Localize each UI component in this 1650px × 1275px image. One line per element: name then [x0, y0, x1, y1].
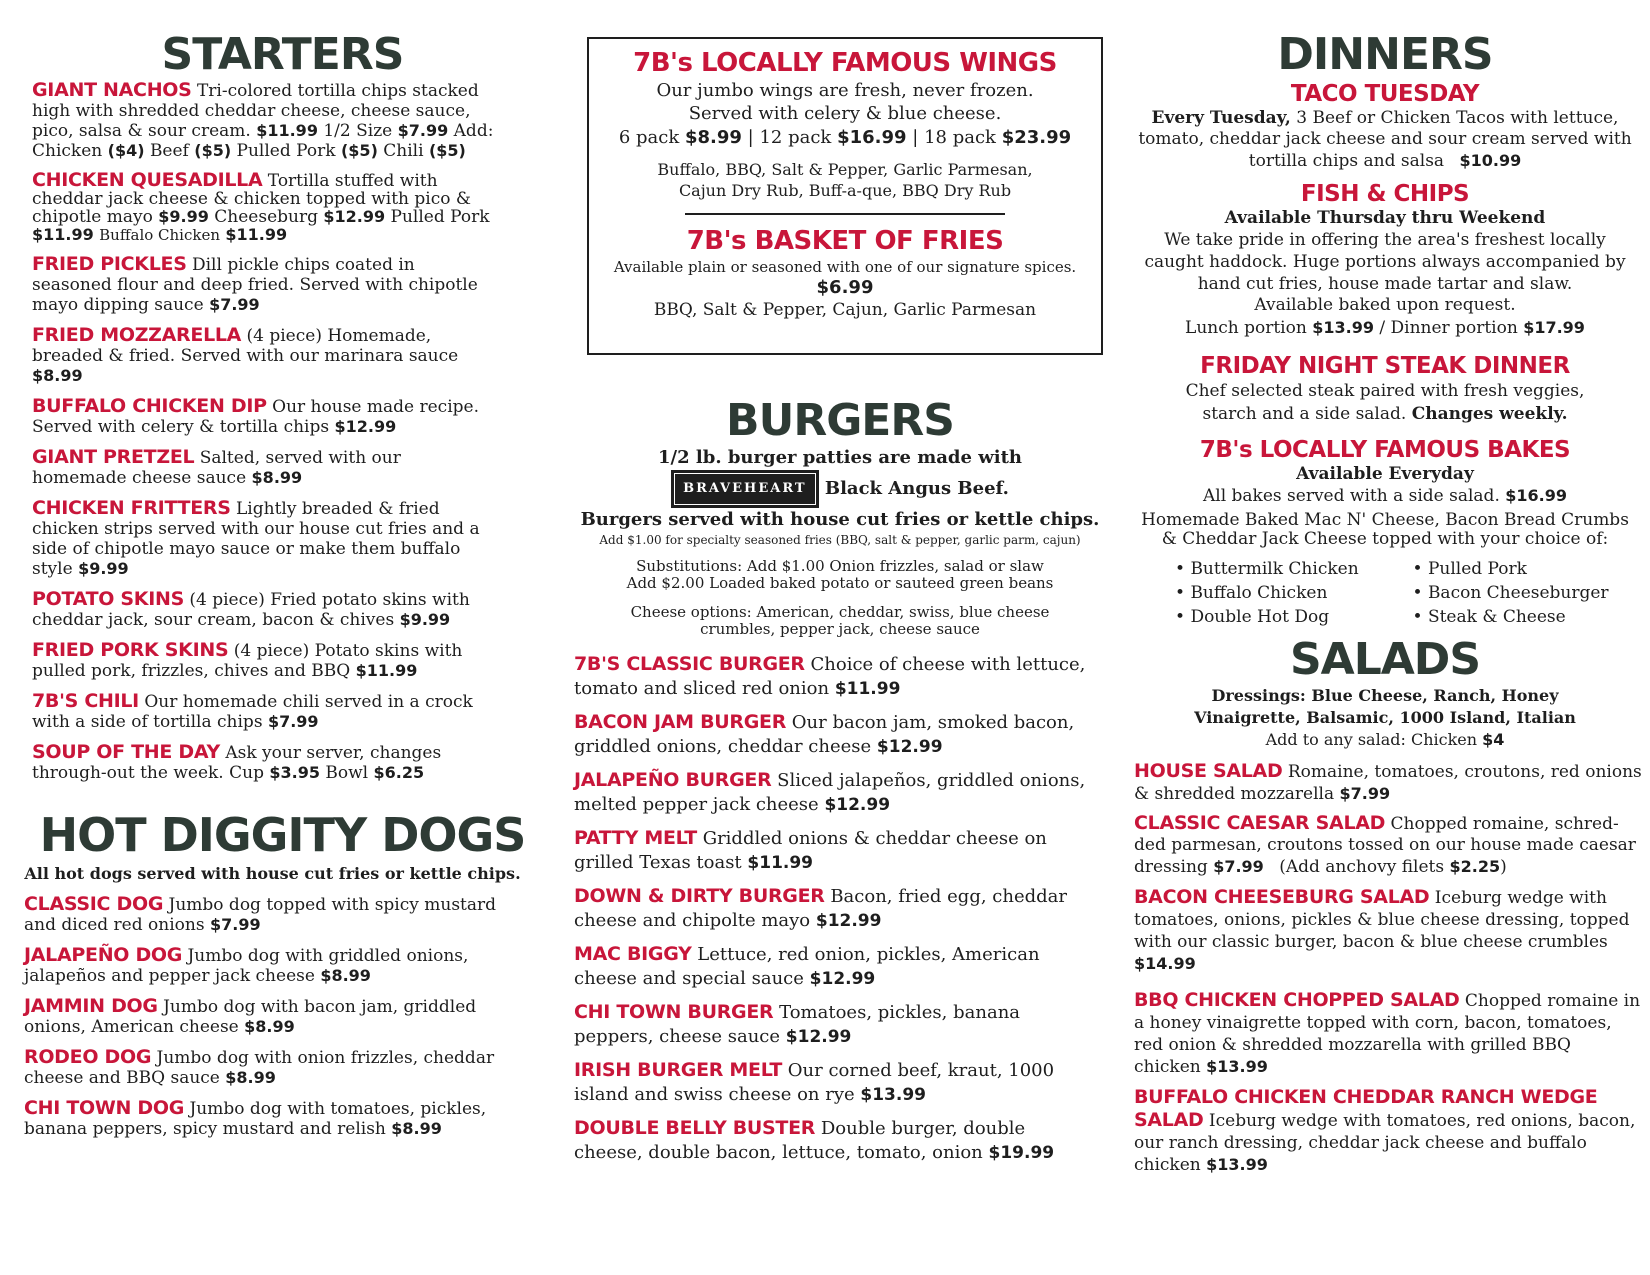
- menu-item: BUFFALO CHICKEN CHEDDAR RANCH WEDGE SALAD Iceburg wedge with tomatoes, red onions, bacon, our ranch dressing, cheddar jack cheese and buffalo chicken $13.99: [1134, 1086, 1636, 1175]
- left-column: [0, 0, 545, 1275]
- menu-item: FRIED PICKLES Dill pickle chips coated in seasoned flour and deep fried. Served with chipotle mayo dipping sauce $7.99: [32, 253, 478, 315]
- steak-title: FRIDAY NIGHT STEAK DINNER: [1200, 353, 1570, 379]
- fish-prices: Lunch portion $13.99 / Dinner portion $17.99: [1185, 318, 1585, 338]
- list-item: • Steak & Cheese: [1413, 605, 1650, 629]
- bakes-desc: Homemade Baked Mac N' Cheese, Bacon Bread Crumbs & Cheddar Jack Cheese topped with your choice of:: [1141, 510, 1629, 549]
- menu-item: FRIED PORK SKINS (4 piece) Potato skins with pulled pork, frizzles, chives and BBQ $11.99: [32, 639, 463, 681]
- wings-line1: Our jumbo wings are fresh, never frozen.: [656, 80, 1034, 101]
- burgers-cheese1: Cheese options: American, cheddar, swiss, blue cheese: [630, 603, 1050, 621]
- menu-item: SOUP OF THE DAY Ask your server, changes through-out the week. Cup $3.95 Bowl $6.25: [32, 741, 442, 783]
- list-item: • Double Hot Dog: [1175, 605, 1413, 629]
- bakes-avail: Available Everyday: [1296, 464, 1474, 484]
- menu-item: 7B'S CLASSIC BURGER Choice of cheese with lettuce, tomato and sliced red onion $11.99: [574, 653, 1086, 699]
- fries-price: $6.99: [816, 277, 874, 298]
- menu-item: HOUSE SALAD Romaine, tomatoes, croutons, red onions & shredded mozzarella $7.99: [1134, 760, 1642, 804]
- salads-list: [1120, 760, 1650, 1176]
- bakes-options: [1120, 557, 1650, 629]
- burgers-title: BURGERS: [726, 395, 954, 446]
- menu-item: MAC BIGGY Lettuce, red onion, pickles, American cheese and special sauce $12.99: [574, 943, 1040, 989]
- salads-add: Add to any salad: Chicken $4: [1265, 730, 1505, 749]
- menu-item: JAMMIN DOG Jumbo dog with bacon jam, griddled onions, American cheese $8.99: [24, 995, 477, 1037]
- taco-title: TACO TUESDAY: [1290, 81, 1480, 107]
- menu-item: CLASSIC DOG Jumbo dog topped with spicy mustard and diced red onions $7.99: [24, 893, 497, 935]
- fish-avail: Available Thursday thru Weekend: [1224, 208, 1546, 228]
- menu-item: BBQ CHICKEN CHOPPED SALAD Chopped romaine in a honey vinaigrette topped with corn, bacon, tomatoes, red onion & shredded mozzarella with grilled BBQ chicken $13.99: [1134, 989, 1641, 1077]
- menu-item: IRISH BURGER MELT Our corned beef, kraut, 1000 island and swiss cheese on rye $13.99: [574, 1059, 1055, 1105]
- wings-flavors-2: Cajun Dry Rub, Buff-a-que, BBQ Dry Rub: [678, 181, 1012, 200]
- list-item: • Buttermilk Chicken: [1175, 557, 1413, 581]
- salads-dressings: Dressings: Blue Cheese, Ranch, Honey Vinaigrette, Balsamic, 1000 Island, Italian: [1194, 686, 1576, 727]
- salads-title: SALADS: [1289, 634, 1481, 685]
- dogs-list: [0, 894, 545, 1139]
- menu-item: CHI TOWN DOG Jumbo dog with tomatoes, pickles, banana peppers, spicy mustard and relish $8.99: [24, 1097, 487, 1139]
- starters-list: [0, 80, 545, 783]
- dinners-title: DINNERS: [1277, 29, 1493, 80]
- wings-title: 7B's LOCALLY FAMOUS WINGS: [633, 48, 1057, 78]
- burgers-line1: 1/2 lb. burger patties are made with: [658, 447, 1022, 468]
- starters-title: STARTERS: [161, 29, 404, 80]
- burgers-line3: Burgers served with house cut fries or kettle chips.: [580, 509, 1100, 530]
- fries-line1: Available plain or seasoned with one of our signature spices.: [613, 258, 1077, 276]
- dogs-title: HOT DIGGITY DOGS: [39, 808, 526, 862]
- wings-flavors-1: Buffalo, BBQ, Salt & Pepper, Garlic Parmesan,: [657, 160, 1033, 179]
- right-column: [1120, 0, 1650, 1275]
- menu-item: RODEO DOG Jumbo dog with onion frizzles, cheddar cheese and BBQ sauce $8.99: [24, 1046, 495, 1088]
- menu-item: CHICKEN FRITTERS Lightly breaded & fried chicken strips served with our house cut fries and a side of chipotle mayo sauce or make them buffalo style $9.99: [32, 497, 480, 579]
- dogs-note: All hot dogs served with house cut fries or kettle chips.: [24, 864, 521, 883]
- burgers-list: [560, 652, 1120, 1165]
- menu-item: DOWN & DIRTY BURGER Bacon, fried egg, cheddar cheese and chipolte mayo $12.99: [574, 885, 1067, 931]
- burgers-subs1: Substitutions: Add $1.00 Onion frizzles, salad or slaw: [636, 557, 1044, 575]
- middle-column: [560, 0, 1120, 1275]
- menu-item: GIANT NACHOS Tri-colored tortilla chips stacked high with shredded cheddar cheese, cheese sauce, pico, salsa & sour cream. $11.99 1/2 Size $7.99 Add: Chicken ($4) Beef ($5) Pulled Pork ($5) Chili ($5): [32, 79, 494, 161]
- menu-item: DOUBLE BELLY BUSTER Double burger, double cheese, double bacon, lettuce, tomato, onion $19.99: [574, 1117, 1055, 1163]
- bakes-line: All bakes served with a side salad. $16.99: [1202, 486, 1568, 506]
- list-item: • Bacon Cheeseburger: [1413, 581, 1650, 605]
- menu-item: JALAPEÑO DOG Jumbo dog with griddled onions, jalapeños and pepper jack cheese $8.99: [24, 944, 469, 986]
- burgers-line2-row: BRAVEHEART Black Angus Beef.: [560, 470, 1120, 508]
- menu-item: PATTY MELT Griddled onions & cheddar cheese on grilled Texas toast $11.99: [574, 827, 1047, 873]
- list-item: • Buffalo Chicken: [1175, 581, 1413, 605]
- fish-desc: We take pride in offering the area's freshest locally caught haddock. Huge portions always accompanied by hand cut fries, house made tartar and slaw.: [1144, 230, 1626, 294]
- fish-desc2: Available baked upon request.: [1254, 295, 1516, 315]
- menu-item: GIANT PRETZEL Salted, served with our homemade cheese sauce $8.99: [32, 446, 401, 488]
- burgers-subs2: Add $2.00 Loaded baked potato or sauteed green beans: [626, 574, 1054, 592]
- taco-desc: Every Tuesday, 3 Beef or Chicken Tacos with lettuce, tomato, cheddar jack cheese and sour cream served with tortilla chips and salsa $10.99: [1138, 108, 1632, 171]
- menu-item: 7B'S CHILI Our homemade chili served in a crock with a side of tortilla chips $7.99: [32, 690, 473, 732]
- burgers-line4: Add $1.00 for specialty seasoned fries (BBQ, salt & pepper, garlic parm, cajun): [599, 533, 1081, 547]
- fries-title: 7B's BASKET OF FRIES: [686, 226, 1004, 256]
- menu-item: CLASSIC CAESAR SALAD Chopped romaine, schred-ded parmesan, croutons tossed on our house made caesar dressing $7.99 (Add anchovy filets $2.25): [1134, 812, 1636, 877]
- wings-prices: 6 pack $8.99 | 12 pack $16.99 | 18 pack $23.99: [618, 127, 1072, 148]
- menu-item: POTATO SKINS (4 piece) Fried potato skins with cheddar jack, sour cream, bacon & chives $9.99: [32, 588, 470, 630]
- menu-item: BUFFALO CHICKEN DIP Our house made recipe. Served with celery & tortilla chips $12.99: [32, 395, 479, 437]
- fries-flavors: BBQ, Salt & Pepper, Cajun, Garlic Parmesan: [653, 300, 1037, 320]
- menu-item: BACON JAM BURGER Our bacon jam, smoked bacon, griddled onions, cheddar cheese $12.99: [574, 711, 1075, 757]
- list-item: • Pulled Pork: [1413, 557, 1650, 581]
- bakes-title: 7B's LOCALLY FAMOUS BAKES: [1199, 437, 1571, 463]
- menu-item: JALAPEÑO BURGER Sliced jalapeños, griddled onions, melted pepper jack cheese $12.99: [574, 769, 1086, 815]
- braveheart-logo: BRAVEHEART: [671, 470, 818, 508]
- menu-item: CHI TOWN BURGER Tomatoes, pickles, banana peppers, cheese sauce $12.99: [574, 1001, 1021, 1047]
- menu-item: BACON CHEESEBURG SALAD Iceburg wedge with tomatoes, onions, pickles & blue cheese dressing, topped with our classic burger, bacon & blue cheese crumbles $14.99: [1134, 886, 1630, 973]
- fish-title: FISH & CHIPS: [1300, 181, 1470, 207]
- burgers-section: [560, 396, 1120, 1174]
- steak-desc: Chef selected steak paired with fresh veggies, starch and a side salad. Changes weekly.: [1185, 381, 1585, 424]
- menu-item: CHICKEN QUESADILLA Tortilla stuffed with cheddar jack cheese & chicken topped with pico & chipotle mayo $9.99 Cheeseburg $12.99 Pulled Pork $11.99 Buffalo Chicken $11.99: [32, 169, 490, 244]
- wings-line2: Served with celery & blue cheese.: [688, 103, 1002, 124]
- menu-item: FRIED MOZZARELLA (4 piece) Homemade, breaded & fried. Served with our marinara sauce $8.99: [32, 324, 459, 385]
- burgers-cheese2: crumbles, pepper jack, cheese sauce: [700, 620, 980, 638]
